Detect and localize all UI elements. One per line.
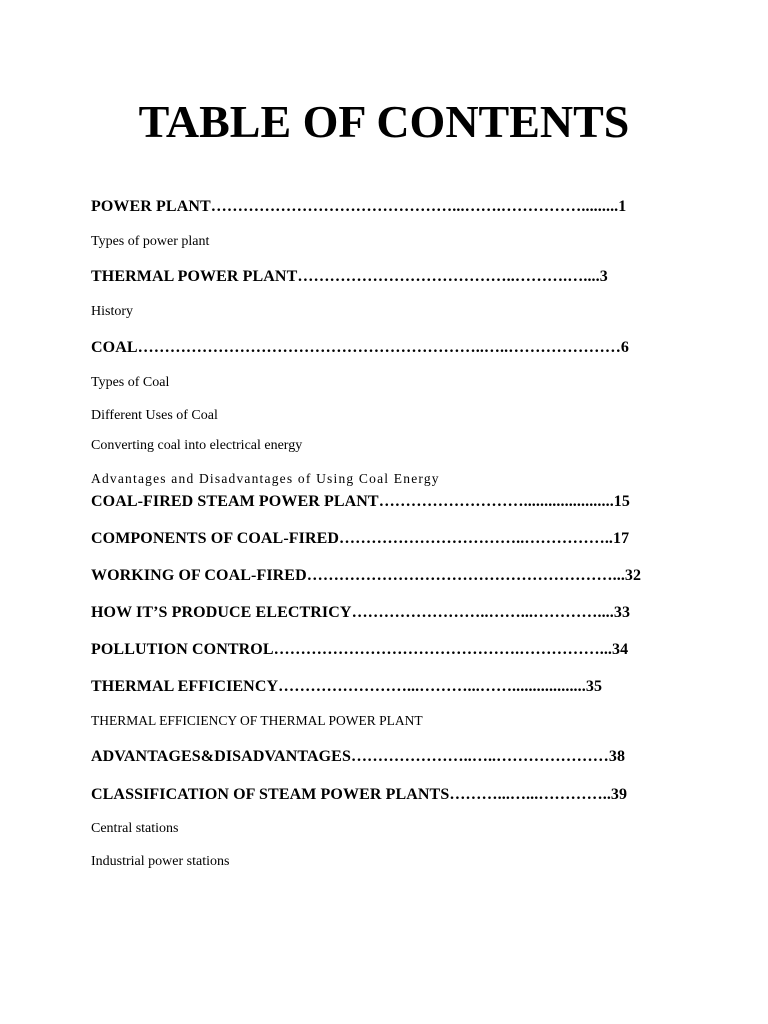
toc-subentry-advantages-disadvantages-coal: Advantages and Disadvantages of Using Coal Energy bbox=[91, 471, 440, 486]
toc-entry-coal-fired-steam-power-plant: COAL-FIRED STEAM POWER PLANT………………………......................15 bbox=[91, 493, 631, 510]
toc-subentry-industrial-power-stations: Industrial power stations bbox=[91, 854, 230, 869]
toc-entry-components-of-coal-fired: COMPONENTS OF COAL-FIRED……………………………..……………..17 bbox=[91, 530, 630, 547]
toc-subentry-types-of-coal: Types of Coal bbox=[91, 375, 170, 390]
toc-subentry-thermal-efficiency-of-plant: THERMAL EFFICIENCY OF THERMAL POWER PLANT bbox=[91, 713, 423, 728]
toc-entry-coal: COAL………………………………………………………..…..…………………6 bbox=[91, 339, 630, 356]
toc-entry-how-its-produce-electricity: HOW IT’S PRODUCE ELECTRICY……………………..……...…………....33 bbox=[91, 604, 631, 621]
toc-subentry-converting-coal: Converting coal into electrical energy bbox=[91, 438, 303, 453]
toc-entry-power-plant: POWER PLANT………………………………………...…….…………….........1 bbox=[91, 198, 627, 215]
toc-subentry-types-of-power-plant: Types of power plant bbox=[91, 234, 210, 249]
toc-entry-pollution-control: POLLUTION CONTROL……………………………………….……………...34 bbox=[91, 641, 629, 658]
toc-subentry-history: History bbox=[91, 304, 133, 319]
toc-subentry-uses-of-coal: Different Uses of Coal bbox=[91, 408, 218, 423]
toc-entry-thermal-power-plant: THERMAL POWER PLANT…………………………………..……….…....3 bbox=[91, 268, 608, 285]
toc-entry-thermal-efficiency: THERMAL EFFICIENCY……………………...………...……..................35 bbox=[91, 678, 603, 695]
toc-entry-advantages-disadvantages: ADVANTAGES&DISADVANTAGES…………………..…..…………………38 bbox=[91, 748, 626, 765]
page-title: TABLE OF CONTENTS bbox=[138, 96, 630, 147]
toc-subentry-central-stations: Central stations bbox=[91, 821, 179, 836]
toc-entry-classification-of-steam-power-plants: CLASSIFICATION OF STEAM POWER PLANTS………...…...…………..39 bbox=[91, 786, 628, 803]
toc-entry-working-of-coal-fired: WORKING OF COAL-FIRED…………………………………………………...32 bbox=[91, 567, 642, 584]
